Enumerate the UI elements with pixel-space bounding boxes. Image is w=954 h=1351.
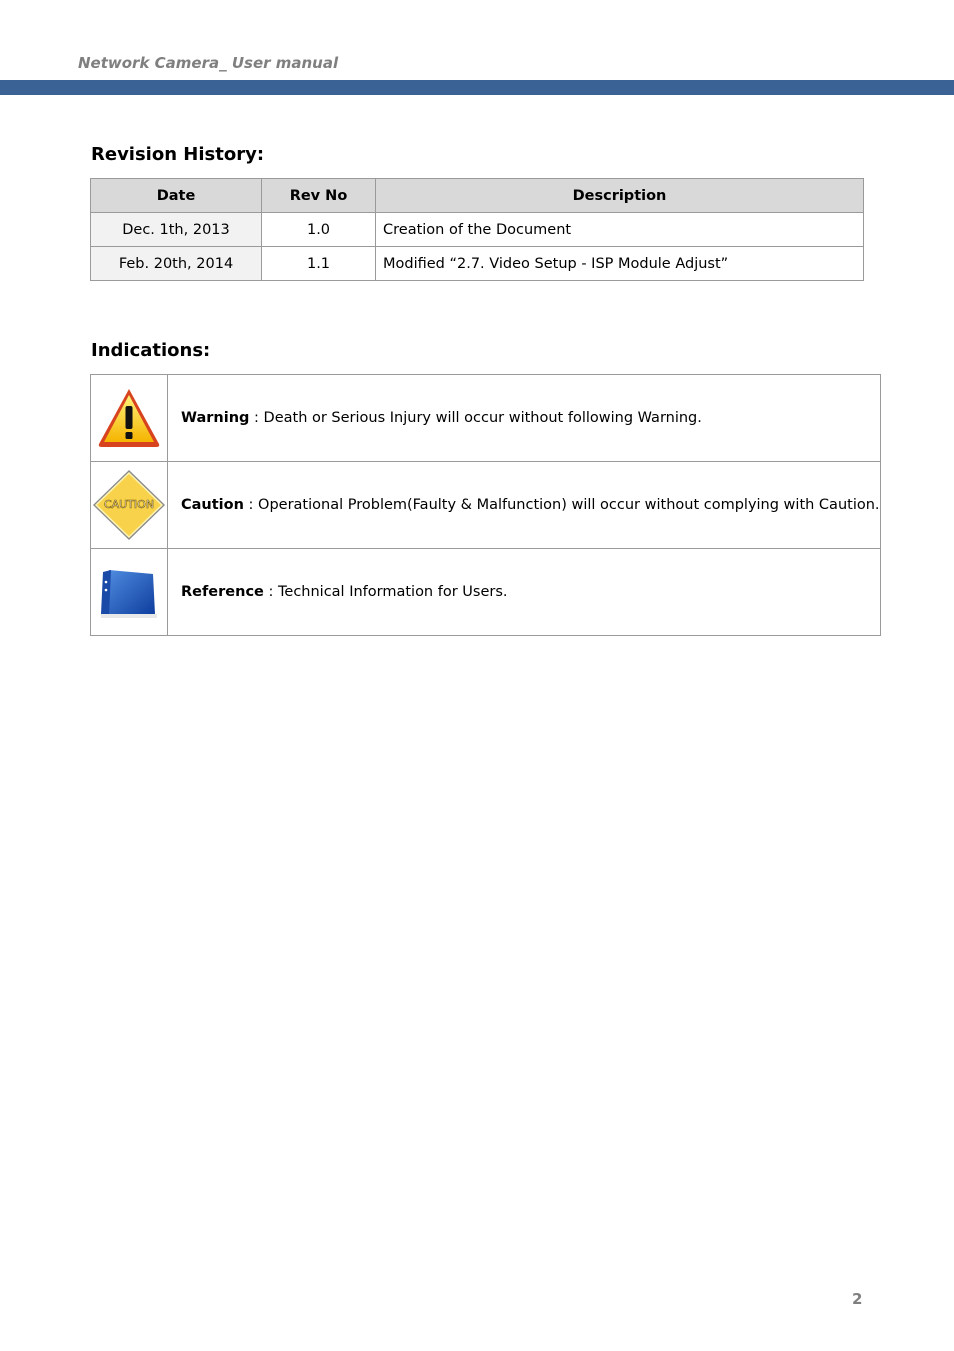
indications-table <box>90 374 881 636</box>
cell-description: Creation of the Document <box>376 213 864 247</box>
cell-description: Modified “2.7. Video Setup - ISP Module Adjust” <box>376 247 864 281</box>
indication-row-reference <box>91 549 881 636</box>
header-bar <box>0 80 954 95</box>
cell-date: Feb. 20th, 2014 <box>91 247 262 281</box>
cell-rev-no: 1.1 <box>262 247 376 281</box>
column-header-description: Description <box>376 179 864 213</box>
table-row <box>91 213 864 247</box>
caution-separator: : <box>243 497 259 513</box>
reference-binder-icon <box>97 564 161 620</box>
warning-text: Death or Serious Injury will occur without following Warning. <box>263 410 702 426</box>
warning-triangle-icon <box>96 386 162 450</box>
revision-history-table <box>90 178 864 281</box>
revision-history-title: Revision History: <box>91 144 265 165</box>
caution-sign-icon <box>91 468 167 542</box>
table-row <box>91 247 864 281</box>
cell-rev-no: 1.0 <box>262 213 376 247</box>
column-header-rev-no: Rev No <box>262 179 376 213</box>
indication-row-warning <box>91 375 881 462</box>
caution-icon-label: CAUTION <box>103 498 155 511</box>
reference-separator: : <box>263 584 278 600</box>
cell-date: Dec. 1th, 2013 <box>91 213 262 247</box>
caution-term: Caution <box>181 497 244 513</box>
page-number: 2 <box>852 1290 863 1308</box>
reference-term: Reference <box>181 584 264 600</box>
indications-title: Indications: <box>91 340 211 361</box>
column-header-date: Date <box>91 179 262 213</box>
reference-text: Technical Information for Users. <box>278 584 508 600</box>
warning-term: Warning <box>181 410 250 426</box>
caution-text: Operational Problem(Faulty & Malfunction) will occur without complying with Caution. <box>258 497 880 513</box>
running-header-title: Network Camera_ User manual <box>78 54 339 72</box>
indication-row-caution <box>91 462 881 549</box>
warning-separator: : <box>249 410 264 426</box>
table-header-row <box>91 179 864 213</box>
